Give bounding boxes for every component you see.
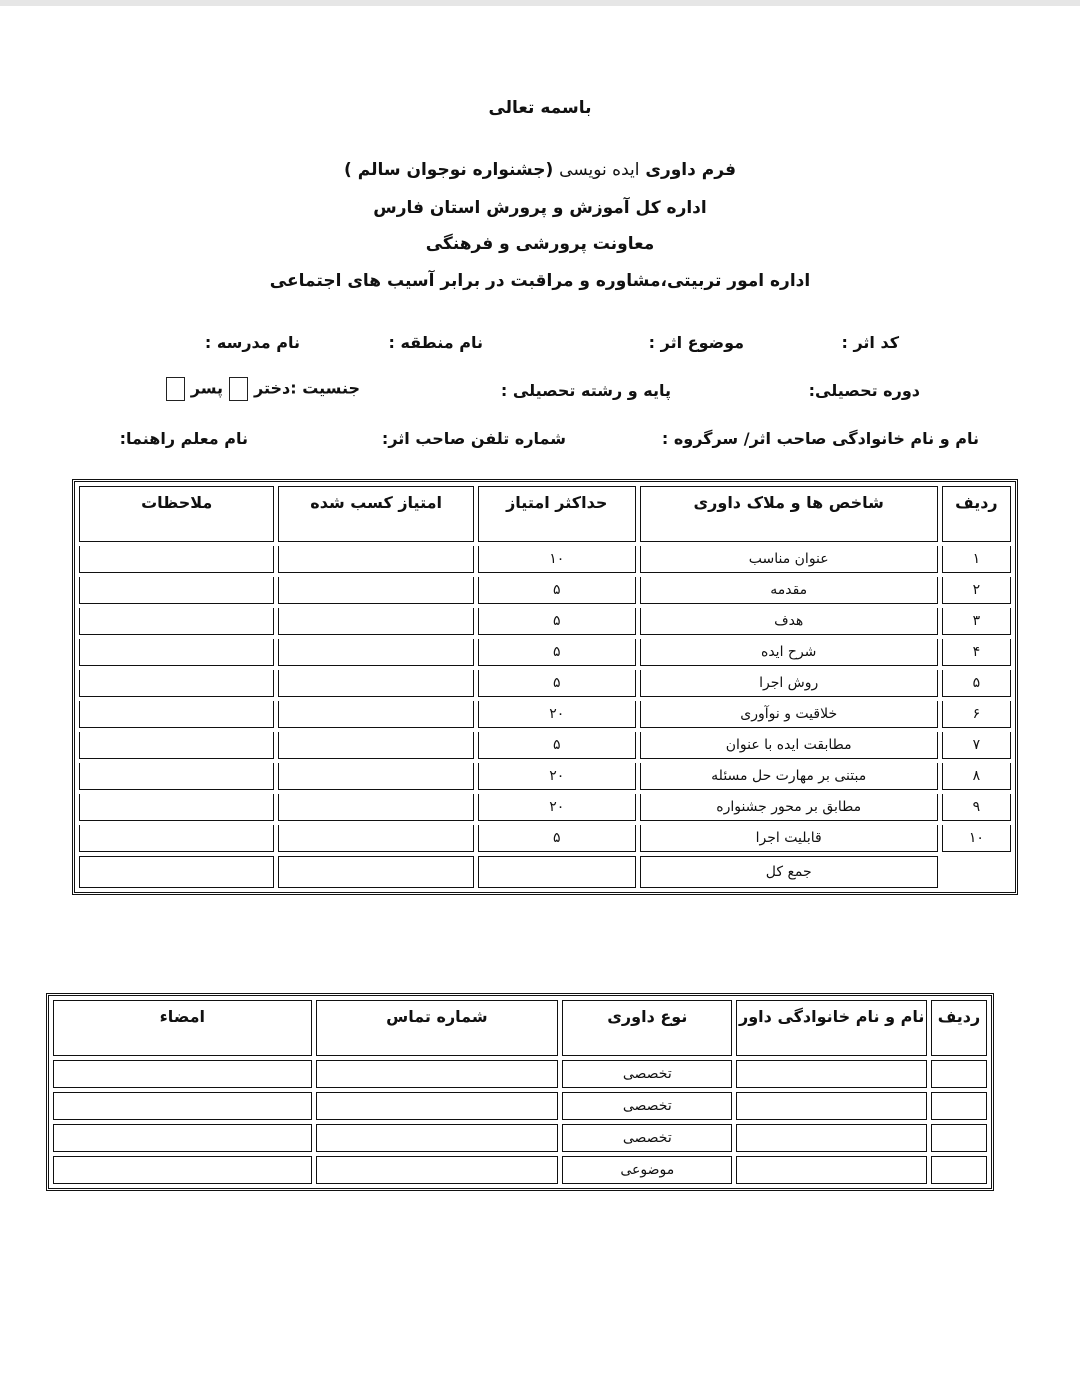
org-line-3: اداره امور تربیتی،مشاوره و مراقبت در برابر آسیب های اجتماعی: [269, 271, 811, 291]
form-title-paren: (جشنواره نوجوان سالم ): [344, 160, 554, 180]
max-score: ۲۰: [478, 763, 636, 790]
row-number: ۹: [942, 794, 1011, 821]
judges-table: [46, 993, 994, 1191]
criterion: مبتنی بر مهارت حل مسئله: [640, 763, 938, 790]
evaluation-table: [72, 479, 1018, 895]
gender-boy-label: پسر: [190, 378, 223, 398]
table-row: [79, 639, 1011, 666]
invocation: باسمه تعالی: [488, 98, 592, 118]
earned-score-cell[interactable]: [278, 608, 473, 635]
criteria-header: شاخص ها و ملاک داوری: [640, 486, 938, 542]
top-edge-bar: [0, 0, 1080, 6]
contact-number-cell[interactable]: [316, 1156, 559, 1184]
table-row: [53, 1156, 987, 1184]
judging-type: تخصصی: [562, 1092, 732, 1120]
earned-score-cell[interactable]: [278, 639, 473, 666]
criterion: مقدمه: [640, 577, 938, 604]
earned-score-cell[interactable]: [278, 546, 473, 573]
criterion: هدف: [640, 608, 938, 635]
notes-cell[interactable]: [79, 546, 274, 573]
notes-header: ملاحظات: [79, 486, 274, 542]
row-number-header: ردیف: [942, 486, 1011, 542]
row-number: ۳: [942, 608, 1011, 635]
signature-cell[interactable]: [53, 1092, 312, 1120]
criterion: عنوان مناسب: [640, 546, 938, 573]
max-score: ۲۰: [478, 794, 636, 821]
criterion: روش اجرا: [640, 670, 938, 697]
row-number: ۱۰: [942, 825, 1011, 852]
max-score: ۵: [478, 577, 636, 604]
grade-major-label: پایه و رشته تحصیلی :: [500, 381, 671, 400]
notes-cell[interactable]: [79, 732, 274, 759]
max-score: ۵: [478, 639, 636, 666]
max-score: ۱۰: [478, 546, 636, 573]
judging-type: تخصصی: [562, 1124, 732, 1152]
row-number: ۵: [942, 670, 1011, 697]
earned-score-cell[interactable]: [278, 732, 473, 759]
contact-number-cell[interactable]: [316, 1060, 559, 1088]
table-row: [53, 1124, 987, 1152]
earned-score-cell[interactable]: [278, 825, 473, 852]
table-row: [79, 763, 1011, 790]
signature-cell[interactable]: [53, 1124, 312, 1152]
contact-number-header: شماره تماس: [316, 1000, 559, 1056]
form-title: [0, 160, 1080, 180]
max-score: ۵: [478, 608, 636, 635]
judge-name-header: نام و نام خانوادگی داور: [736, 1000, 926, 1056]
earned-score-cell[interactable]: [278, 701, 473, 728]
earned-score-cell[interactable]: [278, 763, 473, 790]
girl-checkbox[interactable]: [229, 377, 248, 401]
max-score: ۵: [478, 825, 636, 852]
judge-row-number-cell[interactable]: [931, 1124, 987, 1152]
table-row: [79, 670, 1011, 697]
row-number: ۷: [942, 732, 1011, 759]
earned-score-cell[interactable]: [278, 577, 473, 604]
total-row: [79, 856, 1011, 888]
owner-name-label: نام و نام خانوادگی صاحب اثر/ سرگروه :: [661, 429, 979, 448]
table-row: [79, 608, 1011, 635]
judging-type: تخصصی: [562, 1060, 732, 1088]
notes-cell[interactable]: [79, 701, 274, 728]
notes-cell[interactable]: [79, 794, 274, 821]
form-title-bold: فرم داوری: [645, 160, 736, 180]
criterion: شرح ایده: [640, 639, 938, 666]
table-row: [79, 701, 1011, 728]
contact-number-cell[interactable]: [316, 1124, 559, 1152]
judges-header-row: [53, 1000, 987, 1056]
notes-cell[interactable]: [79, 763, 274, 790]
owner-phone-label: شماره تلفن صاحب اثر:: [381, 429, 566, 448]
judge-name-cell[interactable]: [736, 1060, 926, 1088]
gender-girl-label: دختر: [253, 378, 291, 398]
row-number: ۶: [942, 701, 1011, 728]
max-score: ۵: [478, 732, 636, 759]
total-earned-cell[interactable]: [278, 856, 473, 888]
judging-type-header: نوع داوری: [562, 1000, 732, 1056]
total-label: جمع کل: [640, 856, 938, 888]
work-subject-label: موضوع اثر :: [648, 333, 744, 352]
criterion: مطابق بر محور جشنواره: [640, 794, 938, 821]
table-row: [79, 825, 1011, 852]
row-number: ۲: [942, 577, 1011, 604]
signature-cell[interactable]: [53, 1156, 312, 1184]
judging-type: موضوعی: [562, 1156, 732, 1184]
judge-name-cell[interactable]: [736, 1124, 926, 1152]
table-row: [79, 732, 1011, 759]
org-line-2: معاونت پرورشی و فرهنگی: [425, 234, 655, 254]
total-max-cell[interactable]: [478, 856, 636, 888]
judge-name-cell[interactable]: [736, 1156, 926, 1184]
row-number: ۴: [942, 639, 1011, 666]
teacher-name-label: نام معلم راهنما:: [119, 429, 248, 448]
evaluation-header-row: [79, 486, 1011, 542]
signature-cell[interactable]: [53, 1060, 312, 1088]
judge-row-number-cell[interactable]: [931, 1156, 987, 1184]
work-code-label: کد اثر :: [841, 333, 899, 352]
boy-checkbox[interactable]: [166, 377, 185, 401]
notes-cell[interactable]: [79, 577, 274, 604]
earned-score-cell[interactable]: [278, 670, 473, 697]
signature-header: امضاء: [53, 1000, 312, 1056]
judge-row-number-cell[interactable]: [931, 1092, 987, 1120]
criterion: قابلیت اجرا: [640, 825, 938, 852]
max-score: ۲۰: [478, 701, 636, 728]
judge-name-cell[interactable]: [736, 1092, 926, 1120]
notes-cell[interactable]: [79, 670, 274, 697]
gender-label: جنسیت :: [290, 378, 360, 398]
region-name-label: نام منطقه :: [388, 333, 483, 352]
table-row: [53, 1060, 987, 1088]
row-number: ۸: [942, 763, 1011, 790]
total-row-spacer: [942, 856, 1011, 888]
criterion: مطابقت ایده با عنوان: [640, 732, 938, 759]
table-row: [79, 577, 1011, 604]
table-row: [79, 546, 1011, 573]
notes-cell[interactable]: [79, 639, 274, 666]
table-row: [79, 794, 1011, 821]
judge-row-number-cell[interactable]: [931, 1060, 987, 1088]
school-name-label: نام مدرسه :: [204, 333, 300, 352]
contact-number-cell[interactable]: [316, 1092, 559, 1120]
notes-cell[interactable]: [79, 608, 274, 635]
gender-group: [160, 377, 360, 401]
course-label: دوره تحصیلی:: [808, 381, 920, 400]
row-number: ۱: [942, 546, 1011, 573]
max-score: ۵: [478, 670, 636, 697]
total-notes-cell[interactable]: [79, 856, 274, 888]
earned-score-header: امتیاز کسب شده: [278, 486, 473, 542]
org-line-1: اداره کل آموزش و پرورش استان فارس: [373, 198, 707, 218]
max-score-header: حداکثر امتیاز: [478, 486, 636, 542]
criterion: خلاقیت و نوآوری: [640, 701, 938, 728]
form-title-light: ایده نویسی: [559, 160, 640, 180]
judge-row-number-header: ردیف: [931, 1000, 987, 1056]
earned-score-cell[interactable]: [278, 794, 473, 821]
notes-cell[interactable]: [79, 825, 274, 852]
table-row: [53, 1092, 987, 1120]
